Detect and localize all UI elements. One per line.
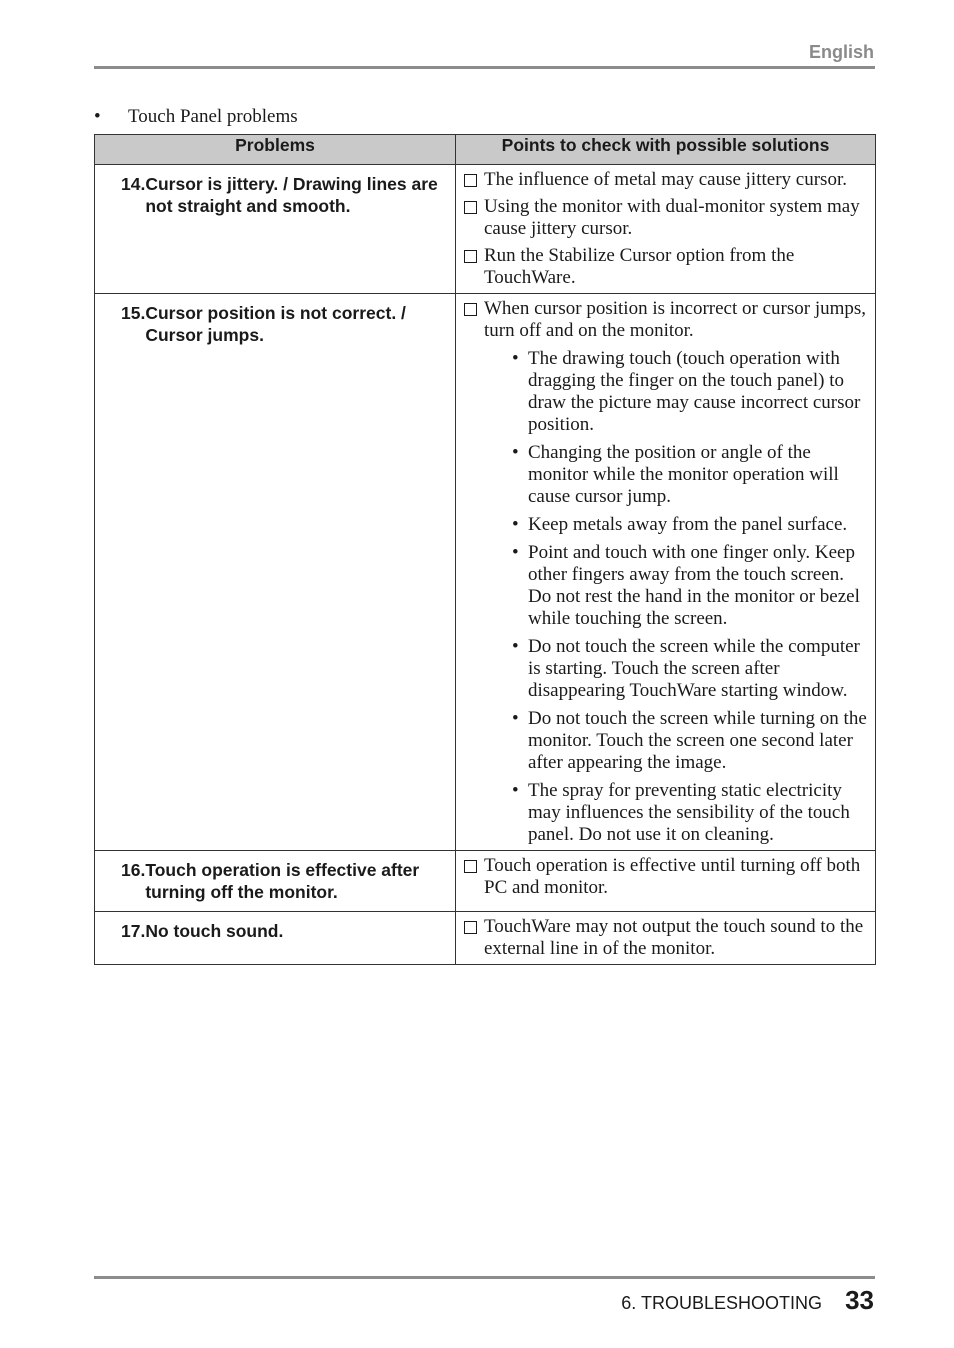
bullet-dot-icon: • xyxy=(512,780,519,801)
problem-item xyxy=(121,920,439,942)
table-row xyxy=(95,294,876,851)
problem-number: 15. xyxy=(121,303,146,323)
footer-section-label: 6. TROUBLESHOOTING xyxy=(621,1293,822,1313)
page-number: 33 xyxy=(845,1285,874,1315)
solution-check-content xyxy=(484,298,871,846)
solution-text: When cursor position is incorrect or cursor jumps, turn off and on the monitor. xyxy=(484,298,867,341)
problem-cell xyxy=(95,912,456,965)
problem-number: 17. xyxy=(121,921,146,941)
solution-sub-item xyxy=(512,780,871,846)
solution-check-item xyxy=(463,298,871,846)
bullet-dot-icon: • xyxy=(512,708,519,729)
solution-text: The influence of metal may cause jittery cursor. xyxy=(484,169,847,190)
table-row xyxy=(95,912,876,965)
problem-number: 16. xyxy=(121,860,146,880)
table-row xyxy=(95,851,876,912)
problem-item xyxy=(121,173,439,217)
table-header-row xyxy=(95,135,876,165)
solution-sub-item xyxy=(512,442,871,508)
solution-sub-item xyxy=(512,708,871,774)
checkbox-square-icon xyxy=(464,303,477,316)
solution-check-content xyxy=(484,196,871,240)
checkbox-square-icon xyxy=(464,201,477,214)
header-solutions: Points to check with possible solutions xyxy=(456,135,876,165)
solution-text: Using the monitor with dual-monitor system may cause jittery cursor. xyxy=(484,196,860,239)
solution-check-content xyxy=(484,916,871,960)
problem-item xyxy=(121,302,439,346)
solution-sub-text: Do not touch the screen while turning on the monitor. Touch the screen one second later after appearing the image. xyxy=(528,708,867,773)
problem-cell xyxy=(95,851,456,912)
solution-sub-text: Keep metals away from the panel surface. xyxy=(528,514,848,535)
solution-cell xyxy=(456,294,876,851)
checkbox-square-icon xyxy=(464,921,477,934)
problem-number: 14. xyxy=(121,174,146,194)
problem-text: Cursor position is not correct. / Cursor jumps. xyxy=(145,303,406,345)
solution-sub-list xyxy=(484,348,871,846)
solution-sub-text: The spray for preventing static electricity may influences the sensibility of the touch panel. Do not use it on cleaning. xyxy=(528,780,850,845)
solution-cell xyxy=(456,851,876,912)
problem-text: Touch operation is effective after turning off the monitor. xyxy=(145,860,420,902)
solution-sub-item xyxy=(512,542,871,630)
header-rule xyxy=(94,66,875,69)
header-language-label: English xyxy=(808,42,874,62)
solution-check-content xyxy=(484,245,871,289)
solution-check-item xyxy=(463,245,871,289)
solution-sub-text: The drawing touch (touch operation with dragging the finger on the touch panel) to draw the picture may cause incorrect cursor position. xyxy=(528,348,861,435)
section-bullet-dot: • xyxy=(94,106,101,127)
solution-sub-item xyxy=(512,636,871,702)
solution-check-item xyxy=(463,855,871,899)
table-body xyxy=(95,165,876,965)
solution-text: Touch operation is effective until turning off both PC and monitor. xyxy=(484,855,861,898)
problem-text: No touch sound. xyxy=(145,921,284,941)
solution-check-content xyxy=(484,169,871,191)
solution-check-item xyxy=(463,196,871,240)
checkbox-square-icon xyxy=(464,174,477,187)
solution-sub-text: Point and touch with one finger only. Keep other fingers away from the touch screen. Do not rest the hand in the monitor or bezel while touching the screen. xyxy=(528,542,860,629)
solution-sub-text: Changing the position or angle of the monitor while the monitor operation will cause cursor jump. xyxy=(528,442,839,507)
section-heading xyxy=(94,106,298,128)
solution-sub-item xyxy=(512,348,871,436)
bullet-dot-icon: • xyxy=(512,514,519,535)
solution-cell xyxy=(456,165,876,294)
checkbox-square-icon xyxy=(464,250,477,263)
solution-text: TouchWare may not output the touch sound to the external line in of the monitor. xyxy=(484,916,864,959)
footer-rule xyxy=(94,1276,875,1279)
solution-check-item xyxy=(463,916,871,960)
bullet-dot-icon: • xyxy=(512,636,519,657)
solution-sub-text: Do not touch the screen while the computer is starting. Touch the screen after disappearing TouchWare starting window. xyxy=(528,636,860,701)
problem-cell xyxy=(95,294,456,851)
problem-item xyxy=(121,859,439,903)
solution-cell xyxy=(456,912,876,965)
problem-text: Cursor is jittery. / Drawing lines are not straight and smooth. xyxy=(145,174,438,216)
header-problems: Problems xyxy=(95,135,456,165)
bullet-dot-icon: • xyxy=(512,442,519,463)
checkbox-square-icon xyxy=(464,860,477,873)
table-row xyxy=(95,165,876,294)
solution-check-content xyxy=(484,855,871,899)
bullet-dot-icon: • xyxy=(512,348,519,369)
bullet-dot-icon: • xyxy=(512,542,519,563)
problem-cell xyxy=(95,165,456,294)
solution-check-item xyxy=(463,169,871,191)
troubleshooting-table xyxy=(94,134,876,965)
section-title: Touch Panel problems xyxy=(128,106,298,127)
solution-text: Run the Stabilize Cursor option from the TouchWare. xyxy=(484,245,795,288)
solution-sub-item xyxy=(512,514,871,536)
